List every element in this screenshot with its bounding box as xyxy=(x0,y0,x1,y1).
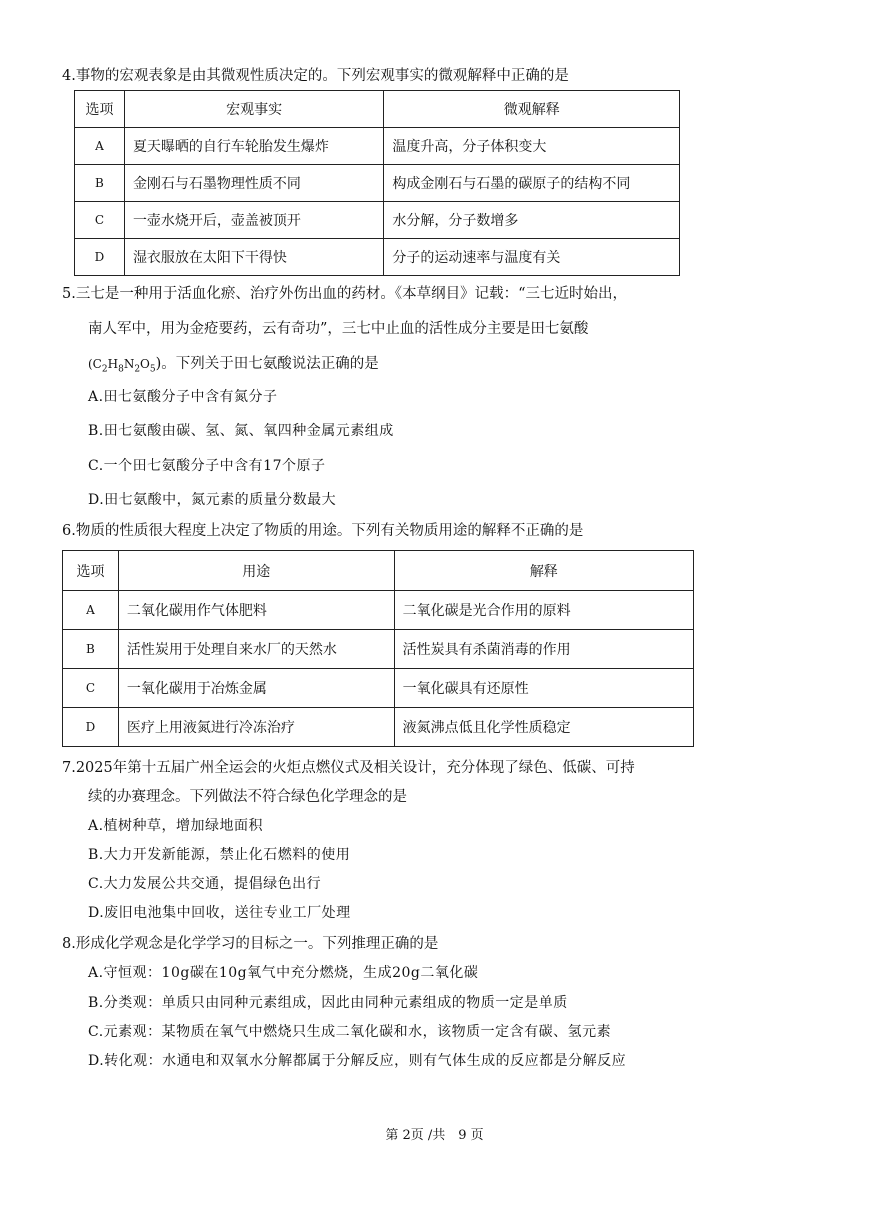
page-number-footer: 第 2页 /共 9 页 xyxy=(385,1128,484,1143)
table-row xyxy=(63,630,694,669)
question-8-option-b: B.分类观：单质只由同种元素组成，因此由同种元素组成的物质一定是单质 xyxy=(88,995,568,1011)
row-label: A xyxy=(75,128,125,165)
row-explain: 一氧化碳具有还原性 xyxy=(394,669,693,708)
formula-n: N xyxy=(123,357,135,371)
row-label: D xyxy=(63,708,119,747)
question-5-line-3 xyxy=(88,352,379,374)
question-6-stem: 6.物质的性质很大程度上决定了物质的用途。下列有关物质用途的解释不正确的是 xyxy=(62,523,584,539)
table-row xyxy=(63,708,694,747)
row-label: C xyxy=(75,202,125,239)
table-row xyxy=(75,128,680,165)
formula-o-count: 5 xyxy=(149,364,156,375)
row-explain: 活性炭具有杀菌消毒的作用 xyxy=(394,630,693,669)
question-7-line-2: 续的办赛理念。下列做法不符合绿色化学理念的是 xyxy=(88,789,407,805)
row-fact: 一壶水烧开后，壶盖被顶开 xyxy=(124,202,383,239)
row-explain: 分子的运动速率与温度有关 xyxy=(384,239,680,276)
question-5-option-c: C.一个田七氨酸分子中含有17个原子 xyxy=(88,458,326,474)
table-row xyxy=(63,591,694,630)
question-5-line-1: 5.三七是一种用于活血化瘀、治疗外伤出血的药材。《本草纲目》记载：“三七近时始出， xyxy=(62,286,627,302)
header-option: 选项 xyxy=(63,551,119,591)
table-row xyxy=(63,669,694,708)
row-explain: 温度升高，分子体积变大 xyxy=(384,128,680,165)
row-fact: 夏天曝晒的自行车轮胎发生爆炸 xyxy=(124,128,383,165)
question-4-stem: 4.事物的宏观表象是由其微观性质决定的。下列宏观事实的微观解释中正确的是 xyxy=(62,68,569,84)
row-explain: 二氧化碳是光合作用的原料 xyxy=(394,591,693,630)
row-label: A xyxy=(63,591,119,630)
table-header-row xyxy=(63,551,694,591)
formula-o: O xyxy=(140,357,150,371)
row-explain: 构成金刚石与石墨的碳原子的结构不同 xyxy=(384,165,680,202)
question-7-option-d: D.废旧电池集中回收，送往专业工厂处理 xyxy=(88,905,351,921)
row-fact: 湿衣服放在太阳下干得快 xyxy=(124,239,383,276)
formula-h-count: 8 xyxy=(118,364,124,375)
question-7-option-a: A.植树种草，增加绿地面积 xyxy=(88,818,264,834)
table-row xyxy=(75,239,680,276)
formula-c-count: 2 xyxy=(101,364,108,375)
row-use: 医疗上用液氮进行冷冻治疗 xyxy=(118,708,394,747)
row-explain: 水分解，分子数增多 xyxy=(384,202,680,239)
row-explain: 液氮沸点低且化学性质稳定 xyxy=(394,708,693,747)
table-row xyxy=(75,165,680,202)
table-header-row xyxy=(75,91,680,128)
table-row xyxy=(75,202,680,239)
formula-open: (C xyxy=(88,357,102,371)
question-5-line-3-text: )。下列关于田七氨酸说法正确的是 xyxy=(155,356,379,372)
header-use: 用途 xyxy=(118,551,394,591)
question-6-table xyxy=(62,550,694,747)
row-use: 活性炭用于处理自来水厂的天然水 xyxy=(118,630,394,669)
question-7-option-b: B.大力开发新能源，禁止化石燃料的使用 xyxy=(88,847,351,863)
header-explain: 微观解释 xyxy=(384,91,680,128)
formula-h: H xyxy=(107,357,119,371)
question-5-option-a: A.田七氨酸分子中含有氮分子 xyxy=(88,389,278,405)
question-8-stem: 8.形成化学观念是化学学习的目标之一。下列推理正确的是 xyxy=(62,936,439,952)
question-8-option-c: C.元素观：某物质在氧气中燃烧只生成二氧化碳和水，该物质一定含有碳、氢元素 xyxy=(88,1024,612,1040)
row-label: C xyxy=(63,669,119,708)
header-option: 选项 xyxy=(75,91,125,128)
row-label: B xyxy=(63,630,119,669)
header-explain: 解释 xyxy=(394,551,693,591)
row-label: D xyxy=(75,239,125,276)
formula-n-count: 2 xyxy=(134,364,141,375)
question-7-option-c: C.大力发展公共交通，提倡绿色出行 xyxy=(88,876,322,892)
question-8-option-d: D.转化观：水通电和双氧水分解都属于分解反应，则有气体生成的反应都是分解反应 xyxy=(88,1053,627,1069)
question-5-line-2: 南人军中，用为金疮要药，云有奇功”，三七中止血的活性成分主要是田七氨酸 xyxy=(88,321,589,337)
question-5-option-b: B.田七氨酸由碳、氢、氮、氧四种金属元素组成 xyxy=(88,423,394,439)
question-5-option-d: D.田七氨酸中，氮元素的质量分数最大 xyxy=(88,492,337,508)
question-7-line-1: 7.2025年第十五届广州全运会的火炬点燃仪式及相关设计，充分体现了绿色、低碳、可持 xyxy=(62,760,635,776)
question-4-table xyxy=(74,90,680,276)
header-fact: 宏观事实 xyxy=(124,91,383,128)
row-fact: 金刚石与石墨物理性质不同 xyxy=(124,165,383,202)
question-8-option-a: A.守恒观：10g碳在10g氧气中充分燃烧，生成20g二氧化碳 xyxy=(88,965,479,981)
row-use: 一氧化碳用于冶炼金属 xyxy=(118,669,394,708)
row-label: B xyxy=(75,165,125,202)
row-use: 二氧化碳用作气体肥料 xyxy=(118,591,394,630)
